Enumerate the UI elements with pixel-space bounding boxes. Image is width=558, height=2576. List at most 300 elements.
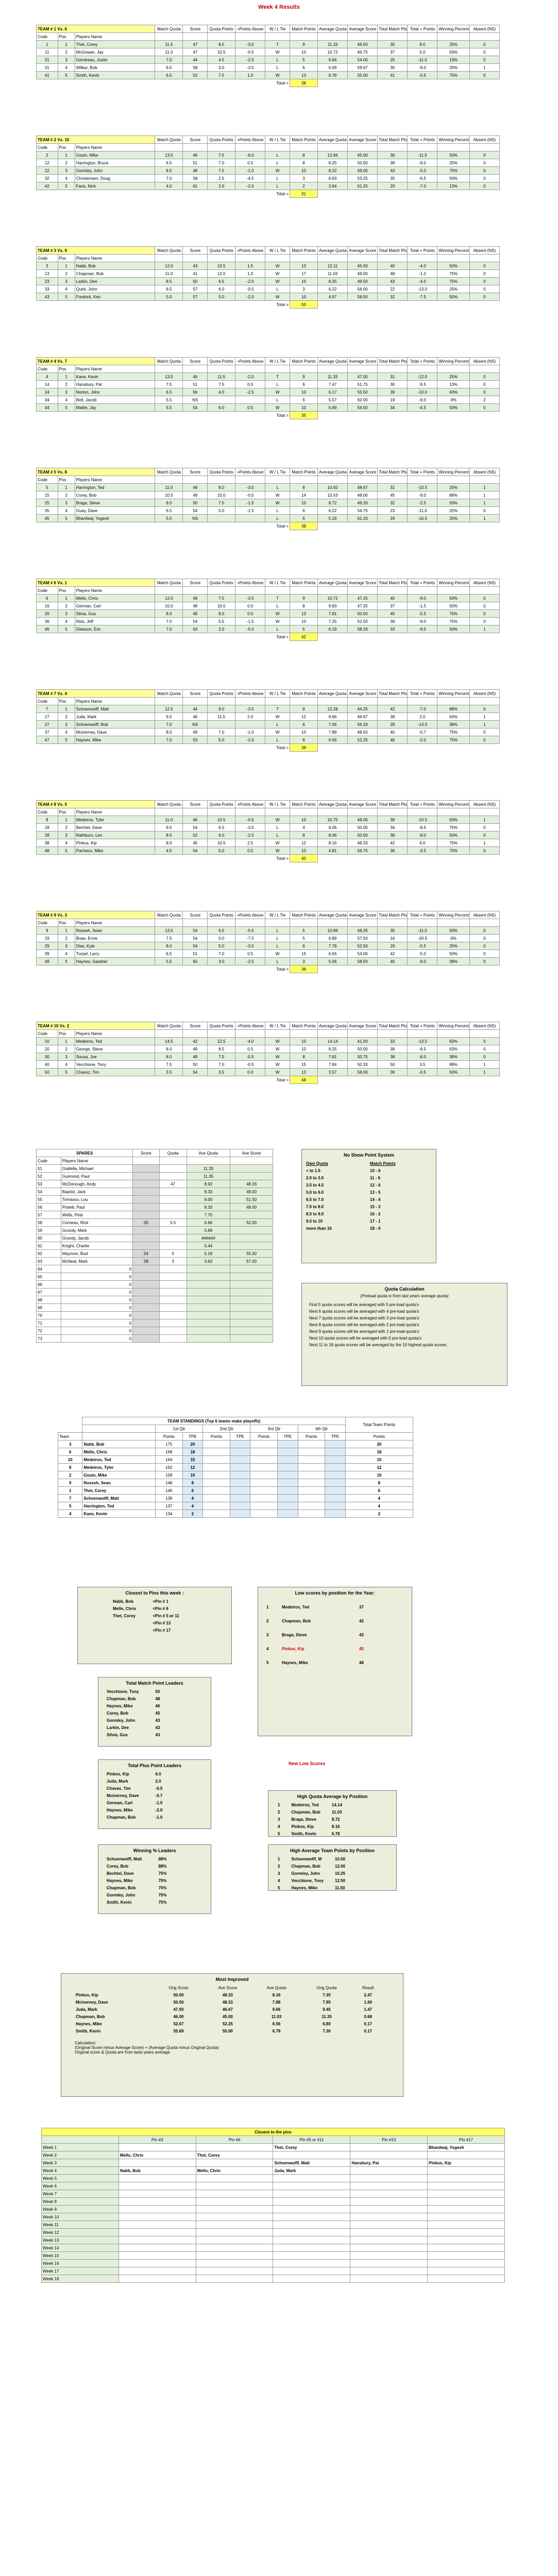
cell	[155, 412, 183, 419]
player-cell: 6.56	[317, 950, 347, 958]
column-header: Ave Score	[230, 1149, 273, 1157]
leader-name: Pinkos, Kip	[107, 1771, 129, 1776]
winner-name	[350, 2167, 428, 2175]
spare-cell	[159, 1273, 187, 1281]
column-header: +Points Above	[235, 358, 265, 365]
spare-cell	[133, 1273, 159, 1281]
player-cell: 38%	[437, 721, 469, 728]
cell	[325, 1487, 346, 1495]
team-captain: Rosseh, Sean	[82, 1479, 156, 1487]
cell	[155, 587, 183, 595]
player-cell: 14	[290, 492, 318, 499]
position: 3	[266, 1633, 269, 1637]
column-header: Total Match Pts	[378, 136, 408, 144]
player-cell: 5	[58, 182, 75, 190]
quota-line: First 5 quota scores will be averaged with 5 pre-load quota's	[309, 1302, 419, 1307]
spare-cell	[159, 1319, 187, 1327]
cell	[37, 79, 58, 87]
player-cell: 15	[37, 492, 58, 499]
quota-line: Next 8 quota scores will be averaged with 2 pre-load quota's	[309, 1323, 419, 1327]
player-cell: 13.5	[155, 927, 183, 935]
leader-value: -0.7	[155, 1793, 163, 1798]
player-cell: L	[265, 927, 290, 935]
improved-row	[75, 1998, 384, 2006]
column-header: Winning Percent	[437, 1022, 469, 1030]
cell	[348, 587, 378, 595]
standings-row	[58, 1471, 413, 1479]
cell	[155, 476, 183, 484]
player-cell: -3.5	[235, 705, 265, 713]
team-standings	[58, 1417, 413, 1518]
player-cell: 49.33	[348, 499, 378, 507]
cell	[317, 412, 347, 419]
player-name: Rathburn, Len	[75, 832, 155, 839]
column-header: +Points Above	[235, 247, 265, 255]
spare-cell	[159, 1234, 187, 1242]
column-header: Orig Score	[168, 1985, 189, 1990]
winner-name	[196, 2198, 273, 2206]
player-cell: 52.25	[348, 736, 378, 744]
player-cell: 5	[37, 484, 58, 492]
player-cell: 36	[37, 618, 58, 625]
team-code: 1	[58, 1487, 82, 1495]
player-cell: 38%	[437, 1053, 469, 1061]
player-row	[37, 1061, 500, 1069]
player-cell: 8.25	[317, 159, 347, 167]
improved-value: 0.17	[364, 2028, 373, 2033]
spare-cell: 8.00	[187, 1196, 230, 1204]
cell	[317, 301, 347, 309]
quota-range: 9.5 to 10	[306, 1218, 323, 1224]
cell	[437, 365, 469, 373]
cell	[235, 476, 265, 484]
player-cell: 37	[37, 728, 58, 736]
week-row	[42, 2182, 505, 2190]
player-cell: 12.0	[155, 595, 183, 602]
winner-name	[350, 2229, 428, 2236]
player-cell: 4.97	[317, 293, 347, 301]
leader-value: 50	[155, 1689, 160, 1694]
winner-name: Nabb, Bob	[113, 1599, 133, 1604]
cell	[469, 365, 499, 373]
spare-row	[37, 1211, 273, 1219]
player-cell	[208, 396, 235, 404]
q1-points: 137	[156, 1502, 183, 1510]
cell	[183, 1076, 208, 1084]
player-name: Bechtel, Dave	[75, 824, 155, 832]
team-block	[36, 911, 500, 973]
player-cell: L	[265, 56, 290, 64]
winner-name	[196, 2144, 273, 2151]
cell	[469, 698, 499, 705]
q1-points: 139	[156, 1495, 183, 1502]
team-total: 38	[290, 79, 318, 87]
player-row	[37, 72, 500, 79]
player-cell: 2	[469, 396, 499, 404]
player-name: Sousa, Joe	[75, 1053, 155, 1061]
week-label: Week 18	[42, 2275, 119, 2283]
player-cell: 8.72	[317, 499, 347, 507]
column-header: W / L Tie	[265, 25, 290, 33]
column-header: Quota Points	[208, 358, 235, 365]
winner-name	[273, 2206, 350, 2213]
player-cell: 5	[58, 515, 75, 522]
player-cell: 10.5	[208, 48, 235, 56]
cell	[155, 855, 183, 862]
player-cell: 8.5	[208, 1045, 235, 1053]
player-cell: 1	[469, 499, 499, 507]
player-cell: 10	[290, 847, 318, 855]
player-cell: 13.5	[155, 151, 183, 159]
player-cell: 1	[58, 373, 75, 381]
winner-name	[428, 2267, 505, 2275]
player-cell: 8.0	[155, 1045, 183, 1053]
spare-cell	[133, 1165, 159, 1173]
player-cell: -11.0	[408, 56, 437, 64]
cell	[235, 808, 265, 816]
cell	[230, 1479, 250, 1487]
player-cell: 3	[58, 610, 75, 618]
column-header: Match Quota	[155, 801, 183, 808]
leader-value: 75%	[158, 1871, 167, 1876]
spare-cell	[230, 1265, 273, 1273]
player-name: Mcinerney, Dave	[76, 1999, 108, 2005]
spare-cell: 62	[37, 1250, 61, 1258]
cell	[348, 965, 378, 973]
position: 1	[278, 1856, 280, 1861]
position: 3	[278, 1871, 280, 1876]
player-cell: NS	[183, 515, 208, 522]
column-header: Match Points	[290, 247, 318, 255]
improved-value: 50.50	[173, 1999, 184, 2005]
q1-tpe: 12	[182, 1464, 203, 1471]
leader-value: 2.0	[155, 1778, 161, 1784]
column-header: Match Quota	[155, 358, 183, 365]
player-cell: 48	[183, 602, 208, 610]
cell	[325, 1448, 346, 1456]
quota-line: Next 7 quota scores will be averaged with 3 pre-load quota's	[309, 1316, 419, 1320]
q1-points: 175	[156, 1440, 183, 1448]
player-cell: 47.25	[348, 602, 378, 610]
player-cell: 50.75	[348, 1053, 378, 1061]
player-cell: 0	[469, 262, 499, 270]
player-cell: L	[265, 942, 290, 950]
player-cell: -11.0	[408, 507, 437, 515]
player-cell: 0.5	[235, 847, 265, 855]
player-cell: 4.5	[155, 847, 183, 855]
low-scores-panel	[258, 1587, 412, 1736]
position: 2	[278, 1809, 280, 1815]
column-header: Total + Points	[408, 136, 437, 144]
player-cell: 2.0	[235, 713, 265, 721]
spare-cell	[159, 1335, 187, 1343]
player-cell: W	[265, 610, 290, 618]
player-cell: 11.03	[317, 270, 347, 278]
cell	[408, 1076, 437, 1084]
column-header: +Points Above	[235, 579, 265, 587]
player-cell: -9.0	[408, 618, 437, 625]
cell	[348, 412, 378, 419]
player-cell: L	[265, 182, 290, 190]
player-cell: 9.83	[317, 602, 347, 610]
player-cell: 12.5	[208, 1038, 235, 1045]
player-name: Schoenwolff, Matt	[75, 705, 155, 713]
improved-value: 2.47	[364, 1992, 373, 1997]
spare-cell: 57.00	[230, 1258, 273, 1265]
player-cell: -16.5	[408, 515, 437, 522]
q1-points: 162	[156, 1464, 183, 1471]
week-row	[42, 2198, 505, 2206]
total-points: 15	[345, 1456, 413, 1464]
team-code: 10	[58, 1456, 82, 1464]
column-header: Winning Percent	[437, 358, 469, 365]
cell	[208, 808, 235, 816]
player-row	[37, 381, 500, 388]
improved-value: 9.45	[323, 2007, 331, 2012]
column-header: Code	[37, 144, 58, 151]
player-cell: 7.81	[317, 610, 347, 618]
player-row	[37, 942, 500, 950]
player-row	[37, 839, 500, 847]
match-points: 17 - 1	[370, 1218, 381, 1224]
low-score: 37	[359, 1605, 364, 1609]
column-header: Score	[183, 358, 208, 365]
player-cell: 4	[58, 64, 75, 72]
player-cell: 50%	[437, 151, 469, 159]
player-name: Faria, Nick	[75, 182, 155, 190]
cell	[183, 476, 208, 484]
spare-row	[37, 1304, 273, 1312]
week-label: Week 16	[42, 2260, 119, 2267]
player-cell: 33	[378, 625, 408, 633]
match-points: 16 - 2	[370, 1211, 381, 1216]
cell	[230, 1495, 250, 1502]
player-cell: 0	[469, 72, 499, 79]
player-cell: 42	[378, 950, 408, 958]
player-cell: 13.5	[208, 262, 235, 270]
player-cell: -7.0	[408, 705, 437, 713]
week-row	[42, 2229, 505, 2236]
team-header: TEAM # 9 Vs. 3	[37, 911, 155, 919]
player-cell: 48.33	[348, 839, 378, 847]
player-cell: 3	[58, 167, 75, 175]
standings-row	[58, 1479, 413, 1487]
column-header: Average Score	[348, 690, 378, 698]
player-cell: 0	[469, 1053, 499, 1061]
player-cell: 6.5	[155, 507, 183, 515]
player-cell: -13.0	[408, 285, 437, 293]
player-cell: -6.0	[235, 151, 265, 159]
total-points: 4	[345, 1495, 413, 1502]
player-cell: 3	[58, 499, 75, 507]
team-total: 42	[290, 633, 318, 641]
cell	[298, 1471, 325, 1479]
column-header: Average Quota	[317, 801, 347, 808]
player-name: Chapman, Bob	[75, 270, 155, 278]
spare-name: Baptist, Jack	[61, 1188, 132, 1196]
winner-name	[273, 2190, 350, 2198]
cell	[265, 919, 290, 927]
cell	[378, 744, 408, 752]
spare-name: Wells, Pete	[61, 1211, 132, 1219]
week-row	[42, 2175, 505, 2182]
cell	[277, 1487, 298, 1495]
player-cell: -2.5	[235, 388, 265, 396]
player-name: Harrington, Ted	[75, 484, 155, 492]
player-cell: 2.0	[408, 713, 437, 721]
column-header: +Points Above	[235, 136, 265, 144]
column-header: Score	[183, 136, 208, 144]
cell	[378, 255, 408, 262]
column-header: Code	[37, 1157, 61, 1165]
player-name: Guay, Dave	[75, 507, 155, 515]
column-header: Average Quota	[317, 468, 347, 476]
player-cell: 11.5	[155, 41, 183, 48]
cell	[250, 1440, 278, 1448]
player-cell: 8	[290, 832, 318, 839]
player-cell: 6	[290, 515, 318, 522]
player-cell: 5.06	[317, 958, 347, 965]
player-cell: 1	[469, 492, 499, 499]
cell	[378, 855, 408, 862]
player-cell: -3.5	[235, 595, 265, 602]
player-cell: 18	[37, 824, 58, 832]
player-name: Reis, Jeff	[75, 618, 155, 625]
cell	[408, 633, 437, 641]
player-cell: 6	[290, 396, 318, 404]
player-cell: 4.0	[208, 388, 235, 396]
player-cell: -9.0	[408, 64, 437, 72]
winner-name: Mello, Chris	[196, 2167, 273, 2175]
winner-name	[196, 2175, 273, 2182]
player-cell: 54	[183, 847, 208, 855]
leader-name: Chavez, Tim	[107, 1786, 131, 1791]
week-row	[42, 2206, 505, 2213]
player-cell: 48	[37, 847, 58, 855]
cell	[277, 1440, 298, 1448]
column-header	[42, 2136, 119, 2144]
cell	[298, 1487, 325, 1495]
player-cell: 2	[58, 602, 75, 610]
leader-name: Pinkos, Kip	[291, 1824, 314, 1829]
player-cell: 39	[378, 388, 408, 396]
player-cell: 10	[290, 293, 318, 301]
player-row	[37, 1069, 500, 1076]
cell	[37, 301, 58, 309]
player-cell: -5.0	[235, 625, 265, 633]
winner-name: Mello, Chris	[119, 2151, 196, 2159]
player-cell: W	[265, 1045, 290, 1053]
total-points: 6	[345, 1487, 413, 1495]
low-score-row	[266, 1660, 409, 1665]
cell	[317, 698, 347, 705]
player-cell: 8.0	[155, 1053, 183, 1061]
team-captain: Gouin, Mike	[82, 1471, 156, 1479]
player-cell: 50%	[437, 927, 469, 935]
cell	[378, 365, 408, 373]
player-cell: W	[265, 262, 290, 270]
spare-cell: 56	[37, 1204, 61, 1211]
player-row	[37, 396, 500, 404]
spare-cell: 64	[37, 1265, 61, 1273]
cell	[235, 919, 265, 927]
winner-name	[273, 2221, 350, 2229]
player-cell: 13%	[437, 381, 469, 388]
player-cell: -2.0	[408, 736, 437, 744]
player-cell: 25%	[437, 41, 469, 48]
cell	[37, 522, 58, 530]
winner-name	[273, 2182, 350, 2190]
player-cell: 40	[378, 595, 408, 602]
player-cell: 1.0	[235, 270, 265, 278]
column-header: Absent (NS)	[469, 1022, 499, 1030]
player-cell: 8	[290, 602, 318, 610]
player-cell: 50%	[437, 625, 469, 633]
leader-value: 88%	[158, 1863, 167, 1869]
player-cell: 10.72	[317, 48, 347, 56]
cell	[408, 587, 437, 595]
player-cell: 6.0	[208, 404, 235, 412]
spare-cell: 66	[37, 1281, 61, 1289]
player-cell: W	[265, 499, 290, 507]
cell	[208, 79, 235, 87]
player-cell: 75%	[437, 847, 469, 855]
player-cell: 10	[290, 728, 318, 736]
column-header: Winning Percent	[437, 690, 469, 698]
player-cell	[208, 515, 235, 522]
team-total: 31	[290, 190, 318, 198]
player-cell: 40	[378, 728, 408, 736]
player-cell: 10.0	[155, 602, 183, 610]
player-cell: W	[265, 618, 290, 625]
cell	[325, 1471, 346, 1479]
player-name: Gleason, Eric	[75, 625, 155, 633]
player-cell: 15	[290, 950, 318, 958]
improved-value: 6.80	[323, 2021, 331, 2026]
win-leaders-panel	[98, 1844, 211, 1914]
winner-name	[428, 2213, 505, 2221]
player-name: Medeiros, Tyler	[75, 816, 155, 824]
cell	[378, 1030, 408, 1038]
spare-cell: 3	[159, 1258, 187, 1265]
player-row	[37, 595, 500, 602]
column-header: Pos	[58, 476, 75, 484]
player-cell: 12	[290, 839, 318, 847]
total-label: Total =	[276, 634, 289, 639]
column-header	[75, 1984, 154, 1991]
leader-name: Smith, Kevin	[291, 1831, 316, 1836]
week-label: Week 17	[42, 2267, 119, 2275]
player-cell: 5	[58, 958, 75, 965]
player-row	[37, 847, 500, 855]
pin-label: <Pin # 17	[153, 1628, 171, 1633]
cell	[250, 1464, 278, 1471]
player-cell: 7.25	[317, 618, 347, 625]
player-cell: L	[265, 958, 290, 965]
player-cell: 11.0	[155, 48, 183, 56]
player-cell: 0	[469, 167, 499, 175]
winner-name	[273, 2229, 350, 2236]
player-cell: 41	[378, 72, 408, 79]
column-header: Average Quota	[317, 579, 347, 587]
position: 5	[278, 1885, 280, 1890]
spare-cell: 58	[133, 1258, 159, 1265]
player-cell: 1	[469, 515, 499, 522]
team-code: 6	[58, 1448, 82, 1456]
cell	[317, 190, 347, 198]
player-cell: 6.0	[208, 285, 235, 293]
spare-row	[37, 1234, 273, 1242]
